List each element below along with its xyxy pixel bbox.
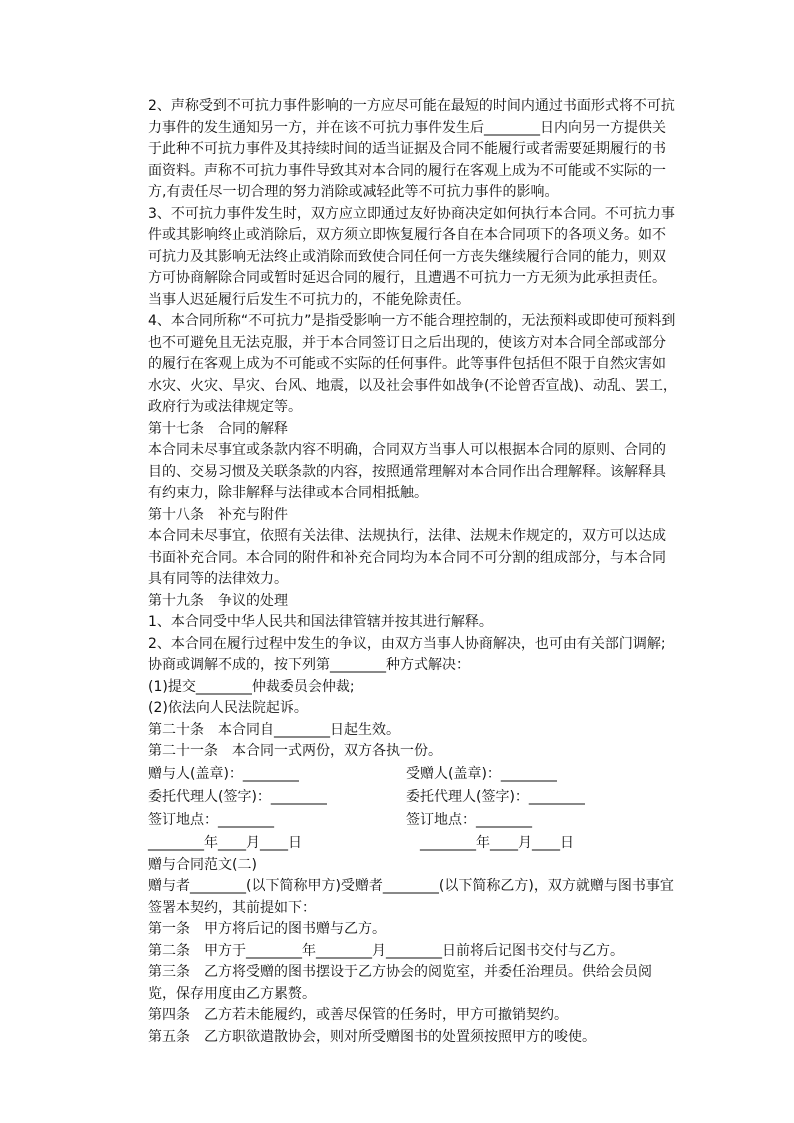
signature-row-seal — [148, 763, 678, 786]
donee-seal-field: 受赠人(盖章)：________ — [406, 765, 557, 782]
sample-two-article-5: 第五条 乙方职欲遣散协会，则对所受赠图书的处置须按照甲方的唆使。 — [148, 1028, 596, 1045]
signature-row-place — [148, 809, 678, 832]
article-21: 第二十一条 本合同一式两份，双方各执一份。 — [148, 743, 442, 759]
donor-agent-field: 委托代理人(签字)：________ — [148, 788, 327, 805]
article-17-body: 本合同未尽事宜或条款内容不明确，合同双方当事人可以根据本合同的原则、合同的目的、交易习惯及关联条款的内容，按照通常理解对本合同作出合理解释。该解释具有约束力，除非解释与法律或本合同相抵触。 — [148, 442, 666, 501]
donee-place-field: 签订地点：________ — [406, 811, 532, 828]
article-19-clause-2: 2、本合同在履行过程中发生的争议，由双方当事人协商解决，也可由有关部门调解;协商或调解不成的，按下列第________种方式解决： — [148, 635, 666, 673]
donee-date-field: ________年____月____日 — [420, 834, 574, 851]
article-17-heading: 第十七条 合同的解释 — [148, 420, 288, 437]
force-majeure-clause-3: 3、不可抗力事件发生时，双方应立即通过友好协商决定如何执行本合同。不可抗力事件或其影响终止或消除后，双方须立即恢复履行各自在本合同项下的各项义务。如不可抗力及其影响无法终止或消除而致使合同任何一方丧失继续履行合同的能力，则双方可协商解除合同或暂时延迟合同的履行，且遭遇不可抗力一方无须为此承担责任。当事人迟延履行后发生不可抗力的，不能免除责任。 — [148, 205, 675, 308]
article-20: 第二十条 本合同自________日起生效。 — [148, 721, 400, 738]
sample-two-article-3: 第三条 乙方将受赠的图书摆设于乙方协会的阅览室，并委任治理员。供给会员阅览，保存用度由乙方累赘。 — [148, 964, 652, 1002]
donor-place-field: 签订地点：________ — [148, 811, 274, 828]
donor-seal-field: 赠与人(盖章)：________ — [148, 765, 299, 782]
article-18-heading: 第十八条 补充与附件 — [148, 506, 288, 523]
article-19-heading: 第十九条 争议的处理 — [148, 592, 288, 609]
article-19-clause-1: 1、本合同受中华人民共和国法律管辖并按其进行解释。 — [148, 614, 493, 630]
signature-row-agent — [148, 786, 678, 809]
article-18-body: 本合同未尽事宜，依照有关法律、法规执行，法律、法规未作规定的，双方可以达成书面补充合同。本合同的附件和补充合同均为本合同不可分割的组成部分，与本合同具有同等的法律效力。 — [148, 528, 666, 587]
sample-two-article-4: 第四条 乙方若未能履约，或善尽保管的任务时，甲方可撤销契约。 — [148, 1007, 568, 1023]
document-page — [148, 96, 678, 1048]
donee-agent-field: 委托代理人(签字)：________ — [406, 788, 585, 805]
option-court: (2)依法向人民法院起诉。 — [148, 700, 308, 716]
sample-two-article-2: 第二条 甲方于________年________月________日前将后记图书交付与乙方。 — [148, 942, 624, 959]
signature-row-date — [148, 832, 678, 855]
sample-two-title: 赠与合同范文(二) — [148, 856, 257, 873]
force-majeure-clause-4: 4、本合同所称“不可抗力”是指受影响一方不能合理控制的，无法预料或即使可预料到也不可避免且无法克服，并于本合同签订日之后出现的，使该方对本合同全部或部分的履行在客观上成为不可能或不实际的任何事件。此等事件包括但不限于自然灾害如水灾、火灾、旱灾、台风、地震，以及社会事件如战争(不论曾否宣战)、动乱、罢工，政府行为或法律规定等。 — [148, 313, 677, 415]
force-majeure-clause-2: 2、声称受到不可抗力事件影响的一方应尽可能在最短的时间内通过书面形式将不可抗力事件的发生通知另一方，并在该不可抗力事件发生后________日内向另一方提供关于此种不可抗力事件及其持续时间的适当证据及合同不能履行或者需要延期履行的书面资料。声称不可抗力事件导致其对本合同的履行在客观上成为不可能或不实际的一方,有责任尽一切合理的努力消除或减轻此等不可抗力事件的影响。 — [148, 98, 675, 200]
sample-two-article-1: 第一条 甲方将后记的图书赠与乙方。 — [148, 921, 386, 937]
option-arbitration: (1)提交________仲裁委员会仲裁; — [148, 678, 355, 695]
sample-two-preamble: 赠与者________(以下简称甲方)受赠者________(以下简称乙方)，双方就赠与图书事宜签署本契约，其前提如下： — [148, 878, 674, 916]
donor-date-field: ________年____月____日 — [148, 834, 302, 851]
